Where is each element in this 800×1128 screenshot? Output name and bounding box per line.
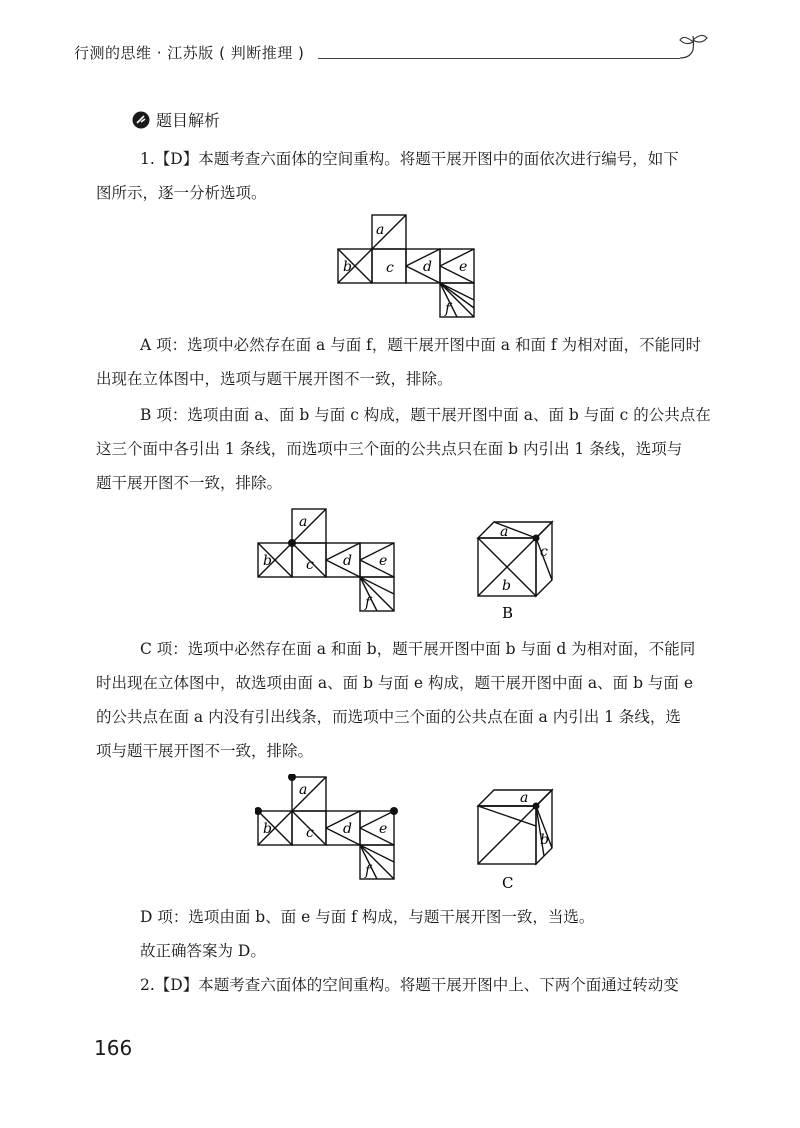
analysis-icon [132, 111, 150, 129]
common-vertex-dot [288, 539, 296, 547]
net-b-label-c: c [306, 557, 314, 573]
option-c-cube-figure [470, 786, 560, 896]
net-c-label-c: c [306, 825, 314, 841]
net-c-label-e: e [379, 821, 388, 837]
q2-intro-line1 [140, 968, 679, 1002]
option-d-line1: D 项：选项由面 b、面 e 与面 f 构成，与题干展开图一致，当选。 [140, 908, 595, 926]
net-label-c: c [386, 260, 394, 276]
option-c-line2: 时出现在立体图中，故选项由面 a、面 b 与面 e 构成，题干展开图中面 a、面 b 与面 e [96, 674, 694, 692]
option-c-line4: 项与题干展开图不一致，排除。 [96, 742, 314, 760]
net-label-b: b [343, 259, 352, 275]
option-b-cube-figure [470, 518, 560, 628]
cube-net-figure [335, 212, 485, 324]
page-number: 166 [94, 1036, 133, 1060]
option-a-line2: 出现在立体图中，选项与题干展开图不一致，排除。 [96, 370, 453, 388]
net-c-label-a: a [299, 782, 308, 798]
net-label-f: f [445, 301, 451, 317]
section-heading-text: 题目解析 [156, 111, 221, 130]
option-b-net-figure [255, 506, 405, 618]
net-label-d: d [423, 259, 432, 275]
cube-c-label-a: a [520, 790, 529, 806]
q1-intro-text1: 本题考查六面体的空间重构。将题干展开图中的面依次进行编号，如下 [198, 150, 679, 168]
option-c-line1: C 项：选项中必然存在面 a 和面 b，题干展开图中面 b 与面 d 为相对面，不能同 [140, 640, 696, 658]
net-label-a: a [376, 222, 385, 238]
net-b-label-d: d [343, 553, 352, 569]
net-label-e: e [459, 259, 468, 275]
net-c-label-b: b [263, 821, 272, 837]
option-b-line1: B 项：选项由面 a、面 b 与面 c 构成，题干展开图中面 a、面 b 与面 c 的公共点在 [140, 406, 711, 424]
cube-b-label-b: b [502, 578, 511, 594]
net-b-label-f: f [365, 595, 371, 611]
option-b-caption: B [502, 604, 514, 622]
net-b-label-e: e [379, 553, 388, 569]
net-b-label-b: b [263, 553, 272, 569]
running-header-title: 行测的思维 · 江苏版 ( 判断推理 ) [74, 44, 305, 62]
q2-intro-text1: 本题考查六面体的空间重构。将题干展开图中上、下两个面通过转动变 [198, 976, 679, 994]
net-c-label-f: f [365, 863, 371, 879]
section-heading [132, 108, 220, 131]
option-c-net-figure [255, 774, 405, 886]
q1-intro-line2: 图所示，逐一分析选项。 [96, 184, 267, 202]
q1-number: 1.【D】 [140, 150, 199, 168]
option-a-line1: A 项：选项中必然存在面 a 与面 f，题干展开图中面 a 和面 f 为相对面，不能同时 [140, 336, 702, 354]
sprout-icon [676, 30, 710, 64]
q2-number: 2.【D】 [140, 976, 199, 994]
net-b-label-a: a [299, 514, 308, 530]
conclusion: 故正确答案为 D。 [140, 942, 266, 960]
net-c-label-d: d [343, 821, 352, 837]
q1-intro-line1 [140, 142, 679, 176]
cube-b-label-c: c [540, 544, 548, 560]
cube-b-label-a: a [500, 524, 509, 540]
header-rule [318, 58, 680, 59]
option-c-caption: C [502, 874, 514, 892]
option-c-line3: 的公共点在面 a 内没有引出线条，而选项中三个面的公共点在面 a 内引出 1 条线，选 [96, 708, 681, 726]
cube-c-label-b: b [540, 832, 549, 848]
option-b-line2: 这三个面中各引出 1 条线，而选项中三个面的公共点只在面 b 内引出 1 条线，选项与 [96, 440, 683, 458]
option-b-line3: 题干展开图不一致，排除。 [96, 474, 283, 492]
